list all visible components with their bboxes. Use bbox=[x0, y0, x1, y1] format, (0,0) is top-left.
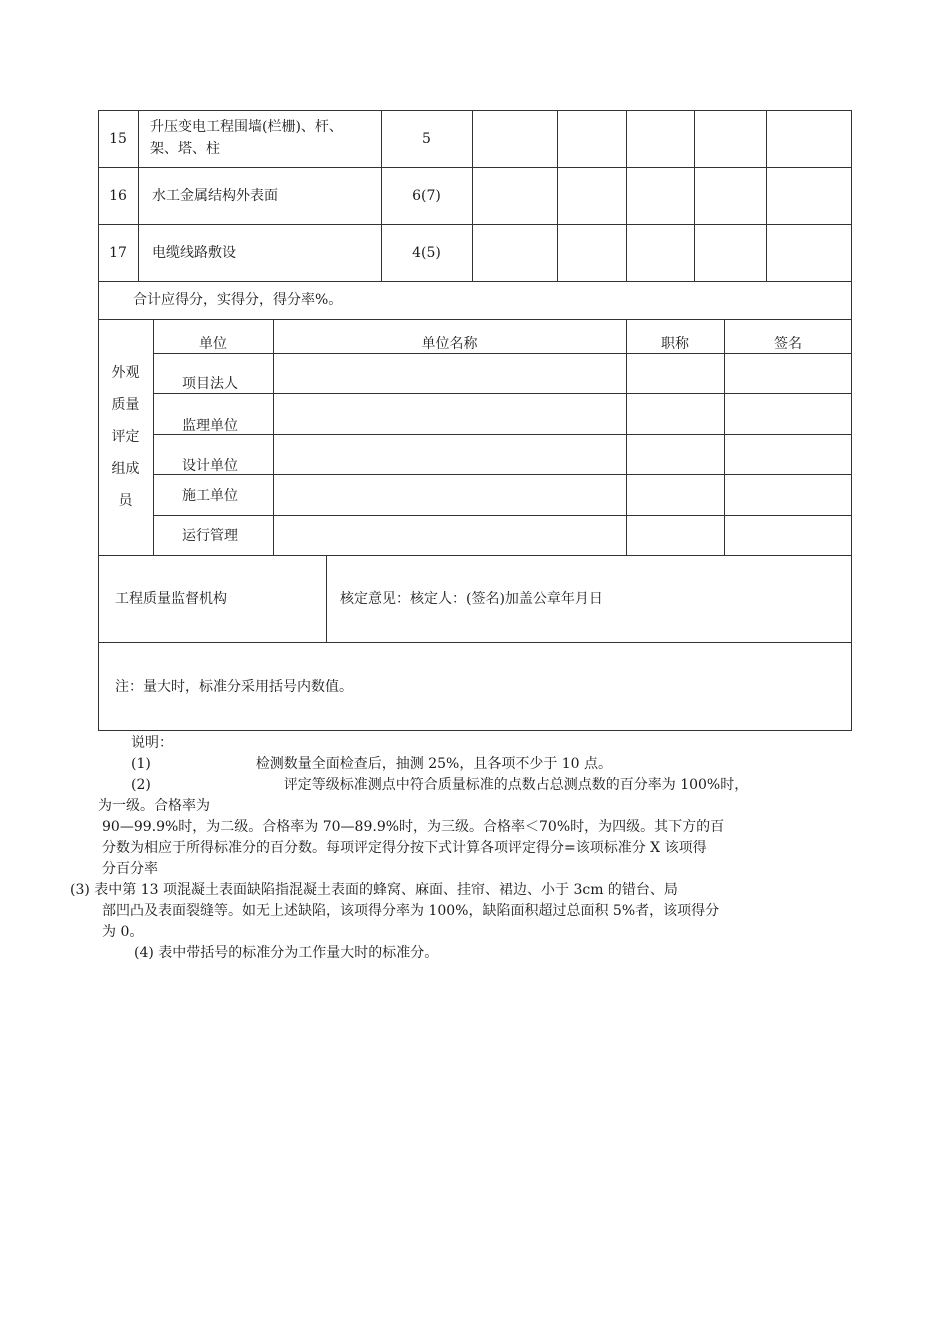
header-title: 职称 bbox=[661, 336, 689, 352]
col-divider bbox=[472, 110, 473, 281]
standard-score: 4(5) bbox=[412, 244, 441, 261]
item-number-label: (2) bbox=[131, 777, 151, 793]
item-number-label: (1) bbox=[131, 756, 151, 772]
members-side-label bbox=[98, 319, 153, 555]
header-unit-name: 单位名称 bbox=[421, 336, 478, 352]
explanation-item-2 bbox=[98, 775, 852, 796]
col-divider bbox=[557, 110, 558, 281]
member-unit: 项目法人 bbox=[182, 376, 238, 392]
member-unit: 施工单位 bbox=[182, 488, 238, 504]
standard-score: 6(7) bbox=[412, 187, 441, 204]
explanation-line: 为一级。合格率为 bbox=[98, 798, 210, 814]
side-label-part: 评定 bbox=[111, 429, 140, 445]
item-name-line: 升压变电工程围墙(栏栅)、杆、 bbox=[150, 119, 343, 135]
explanation-line: 为 0。 bbox=[102, 924, 144, 940]
side-label-part: 组成 bbox=[111, 461, 140, 477]
col-divider bbox=[626, 110, 627, 281]
item-number: 15 bbox=[109, 130, 127, 147]
explanation-line: 分百分率 bbox=[102, 861, 158, 877]
supervision-opinion: 核定意见：核定人：(签名)加盖公章年月日 bbox=[340, 590, 603, 607]
side-label-part: 外观 bbox=[111, 365, 140, 381]
col-divider bbox=[326, 555, 327, 642]
total-score-line: 合计应得分，实得分，得分率%。 bbox=[133, 292, 343, 308]
item-name: 电缆线路敷设 bbox=[152, 244, 236, 261]
col-divider bbox=[138, 110, 139, 281]
item-text: 检测数量全面检查后，抽测 25%，且各项不少于 10 点。 bbox=[255, 756, 613, 772]
explanation-title: 说明： bbox=[131, 735, 173, 751]
item-number: 16 bbox=[109, 187, 127, 204]
header-signature: 签名 bbox=[774, 336, 802, 352]
explanation-line: (4) 表中带括号的标准分为工作量大时的标准分。 bbox=[134, 945, 439, 961]
member-unit: 运行管理 bbox=[182, 528, 238, 544]
item-name-line: 架、塔、柱 bbox=[150, 141, 220, 157]
explanation-line: 分数为相应于所得标准分的百分数。每项评定得分按下式计算各项评定得分=该项标准分 X 该项得 bbox=[102, 840, 707, 856]
explanation-item-1 bbox=[98, 754, 852, 775]
explanation-line: 90—99.9%时，为二级。合格率为 70—89.9%时，为三级。合格率＜70%时，为四级。其下方的百 bbox=[102, 819, 725, 835]
item-name bbox=[150, 116, 380, 164]
col-divider bbox=[694, 110, 695, 281]
col-divider bbox=[766, 110, 767, 281]
standard-score: 5 bbox=[422, 130, 431, 147]
explanation-line: (3) 表中第 13 项混凝土表面缺陷指混凝土表面的蜂窝、麻面、挂帘、裙边、小于 3cm 的错台、局 bbox=[70, 882, 678, 898]
item-text: 评定等级标准测点中符合质量标准的点数占总测点数的百分率为 100%时， bbox=[283, 777, 749, 793]
table-note: 注：量大时，标准分采用括号内数值。 bbox=[115, 678, 353, 695]
member-unit: 设计单位 bbox=[182, 458, 238, 474]
member-unit: 监理单位 bbox=[182, 418, 238, 434]
row-divider bbox=[98, 319, 852, 320]
explanation-section bbox=[70, 733, 852, 964]
explanation-line: 部凹凸及表面裂缝等。如无上述缺陷，该项得分率为 100%，缺陷面积超过总面积 5%者，该项得分 bbox=[102, 903, 720, 919]
side-label-part: 员 bbox=[118, 493, 133, 509]
header-unit: 单位 bbox=[199, 336, 227, 352]
item-name: 水工金属结构外表面 bbox=[152, 187, 278, 204]
side-label-part: 质量 bbox=[111, 397, 140, 413]
supervision-label: 工程质量监督机构 bbox=[115, 590, 227, 607]
item-number: 17 bbox=[109, 244, 127, 261]
row-divider bbox=[153, 515, 852, 516]
